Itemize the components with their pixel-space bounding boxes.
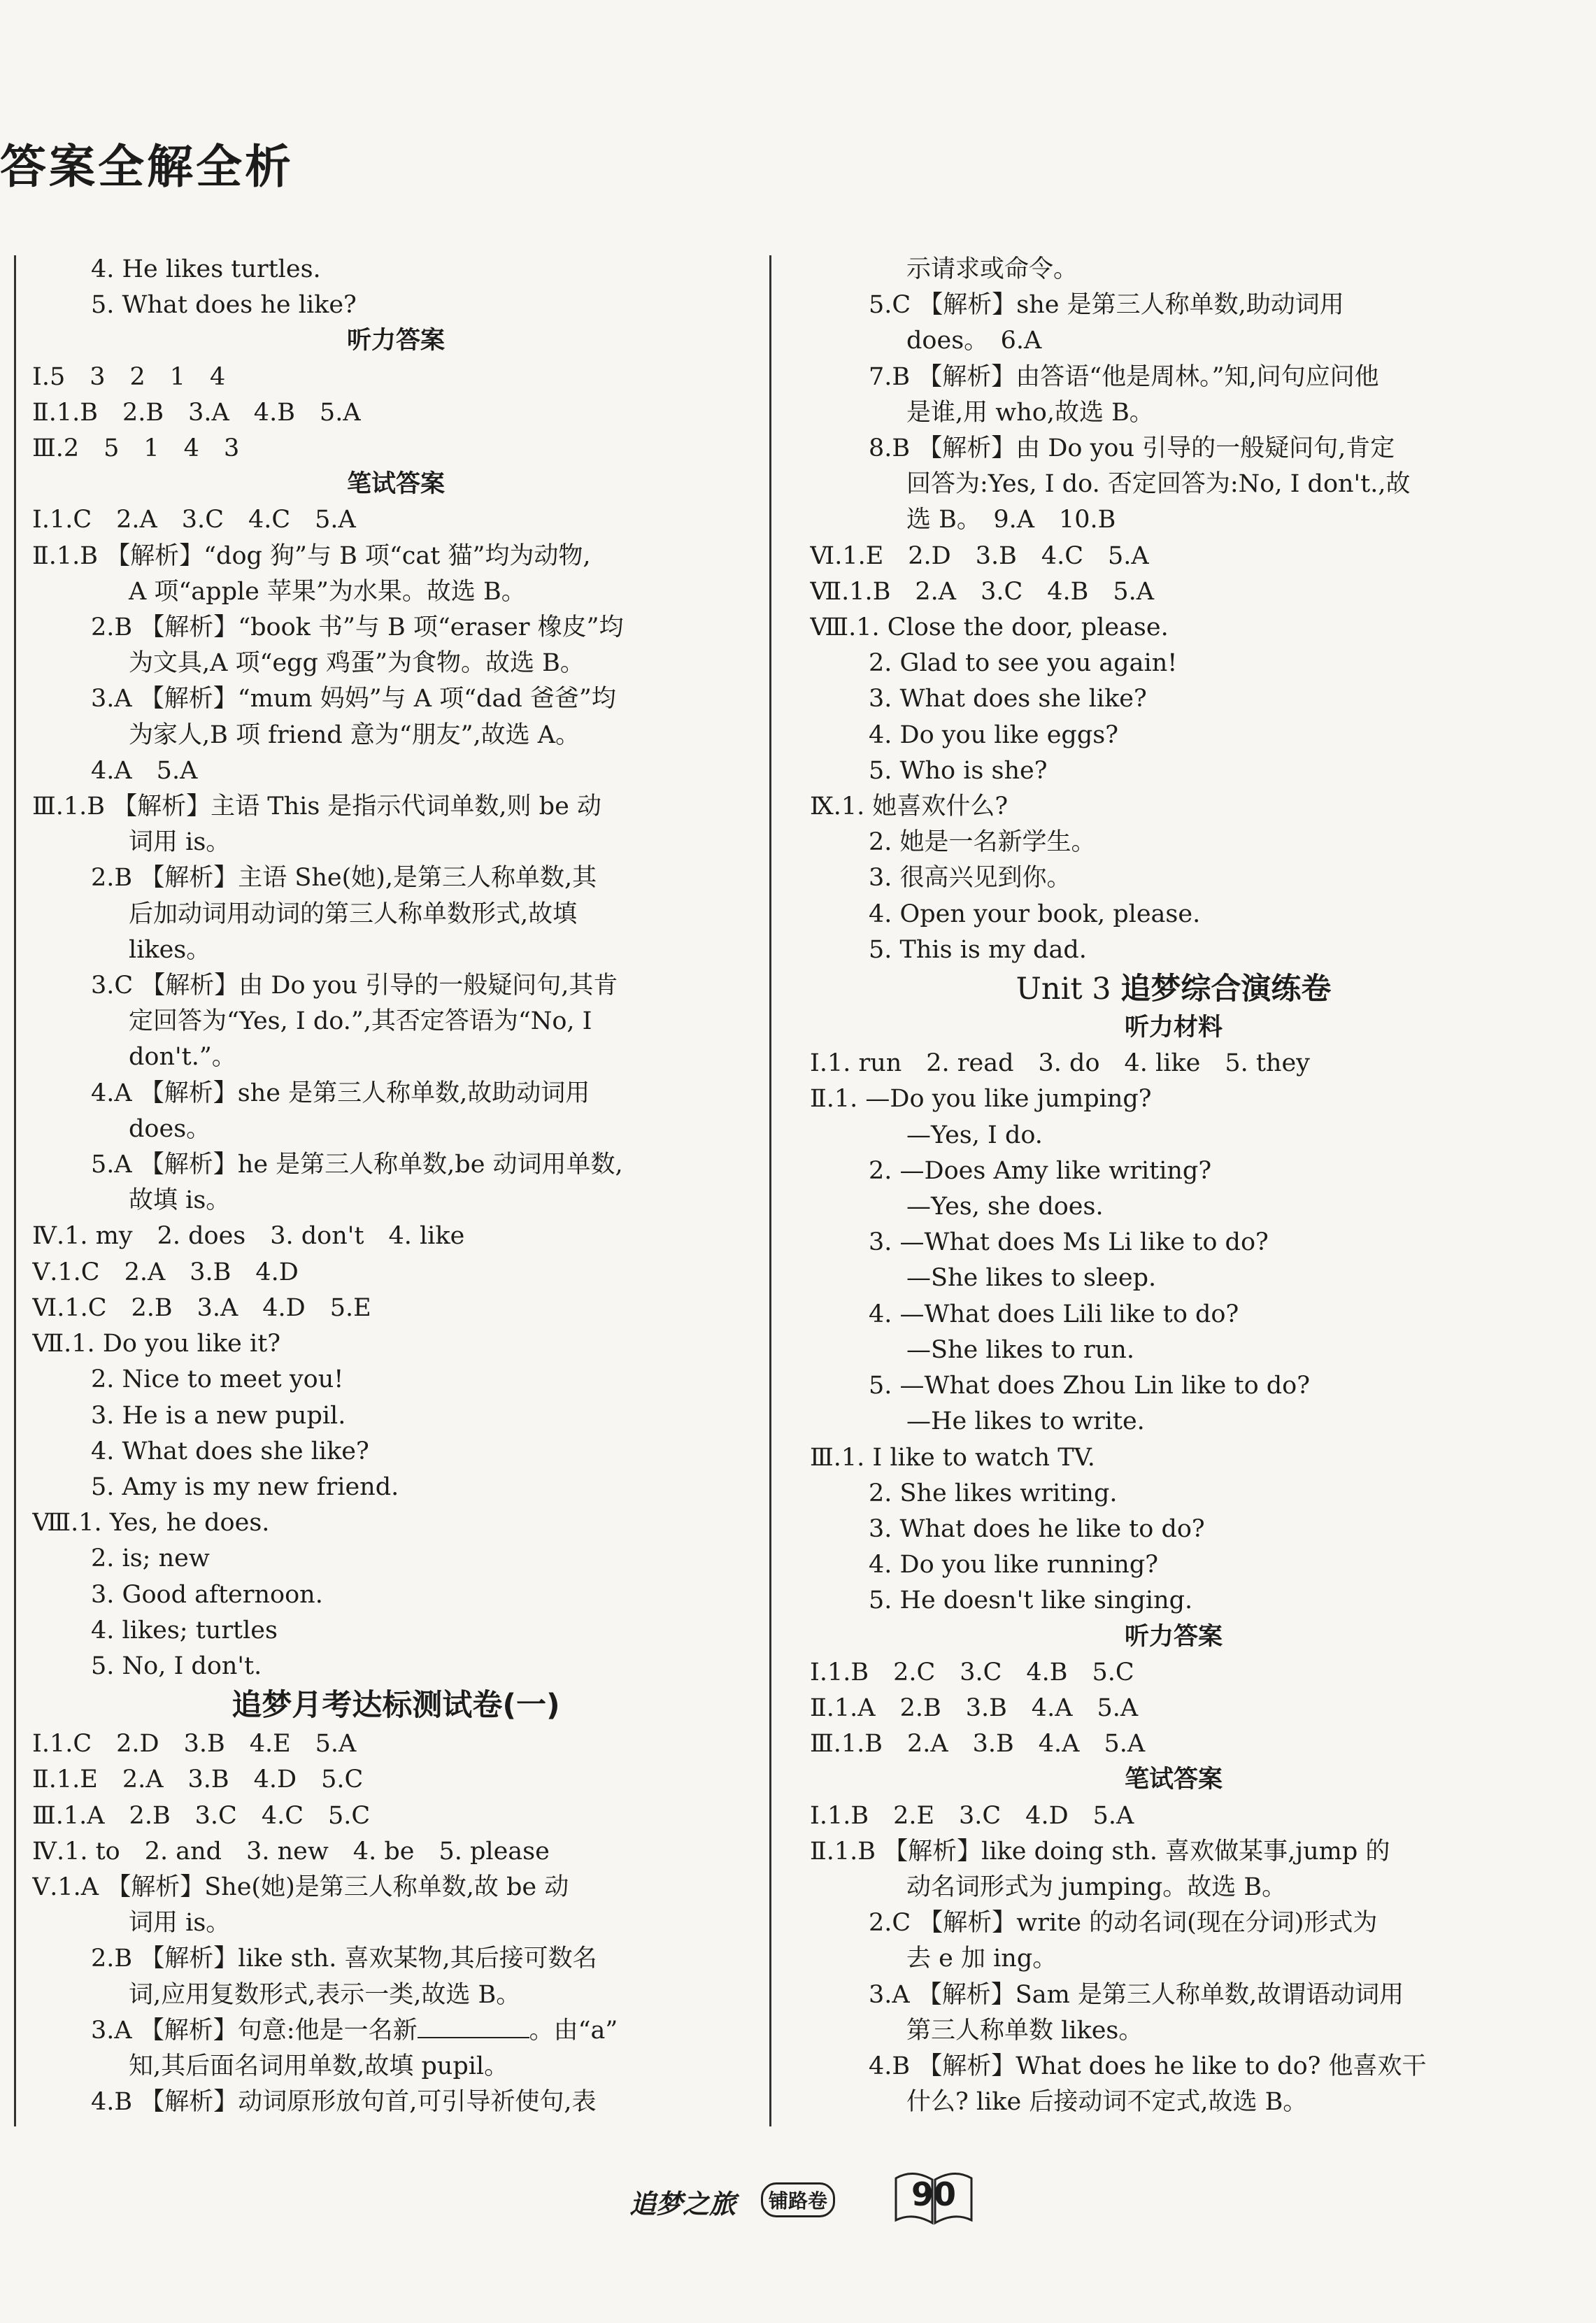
answer-text: 5.A 【解析】he 是第三人称单数,be 动词用单数, <box>91 1151 623 1179</box>
fill-in-blank <box>418 2016 529 2038</box>
answer-line <box>32 1291 760 1326</box>
section-heading <box>810 968 1537 1010</box>
answer-line <box>810 323 1537 359</box>
answer-line <box>810 1941 1537 1977</box>
answer-text: 后加动词用动词的第三人称单数形式,故填 <box>129 900 578 928</box>
answer-line <box>810 1297 1537 1333</box>
answer-line <box>32 1076 760 1111</box>
answer-line <box>810 1691 1537 1726</box>
answer-text: 3. What does he like to do? <box>869 1514 1205 1543</box>
answer-text: —She likes to sleep. <box>906 1264 1157 1293</box>
answer-line <box>810 1118 1537 1153</box>
answer-text: 2. —Does Amy like writing? <box>869 1156 1212 1185</box>
answer-text: Ⅲ.1.A 2.B 3.C 4.C 5.C <box>32 1801 371 1830</box>
answer-line <box>32 789 760 825</box>
answer-line <box>32 1470 760 1505</box>
answer-text: Ⅱ.1.A 2.B 3.B 4.A 5.A <box>810 1693 1139 1722</box>
section-heading <box>810 1762 1537 1798</box>
answer-text: don't.”。 <box>129 1043 236 1072</box>
answer-line <box>32 1726 760 1762</box>
answer-line <box>32 539 760 574</box>
answer-text: 2. Glad to see you again! <box>869 649 1178 678</box>
answer-text: Unit 3 <box>1016 972 1121 1007</box>
answer-text: —Yes, she does. <box>906 1193 1104 1221</box>
answer-text: 笔试答案 <box>346 470 445 499</box>
answer-text: Ⅵ.1.C 2.B 3.A 4.D 5.E <box>32 1293 371 1322</box>
answer-text: 笔试答案 <box>1124 1766 1223 1794</box>
answer-text: Ⅲ.1.B 【解析】主语 This 是指示代词单数,则 be 动 <box>32 793 601 821</box>
answer-text: Ⅲ.1. I like to watch TV. <box>810 1443 1095 1472</box>
answer-line <box>32 252 760 287</box>
series-badge: 铺路卷 <box>761 2182 835 2217</box>
answer-line <box>810 467 1537 502</box>
answer-line <box>32 1039 760 1075</box>
answer-text: 4. He likes turtles. <box>91 255 321 283</box>
answer-text: Ⅲ.1.B 2.A 3.B 4.A 5.A <box>810 1730 1146 1759</box>
answer-text: 3. 很高兴见到你。 <box>869 864 1071 893</box>
answer-text: Ⅴ.1.A 【解析】She(她)是第三人称单数,故 be 动 <box>32 1873 569 1901</box>
answer-line <box>810 2049 1537 2084</box>
answer-line <box>810 1189 1537 1225</box>
answer-line <box>32 1434 760 1470</box>
answer-line <box>810 1583 1537 1619</box>
answer-text: Ⅰ.1.C 2.D 3.B 4.E 5.A <box>32 1730 357 1759</box>
answer-line <box>32 932 760 968</box>
answer-line <box>32 1326 760 1362</box>
answer-line <box>32 1613 760 1649</box>
answer-line <box>810 932 1537 968</box>
answer-text: 2. is; new <box>91 1544 210 1573</box>
answer-line <box>32 1505 760 1541</box>
answer-text: 4. likes; turtles <box>91 1616 278 1644</box>
answer-text: 3. Good afternoon. <box>91 1580 323 1609</box>
right-column <box>810 252 1537 2120</box>
answer-text: 3. —What does Ms Li like to do? <box>869 1228 1269 1257</box>
answer-line <box>810 1333 1537 1368</box>
answer-line <box>810 360 1537 395</box>
answer-line <box>810 1368 1537 1404</box>
answer-text: 4.A 5.A <box>91 756 198 785</box>
answer-line <box>32 718 760 753</box>
answer-line <box>32 287 760 323</box>
answer-text: 4. What does she like? <box>91 1437 369 1465</box>
answer-text: 2.B 【解析】“book 书”与 B 项“eraser 橡皮”均 <box>91 613 624 642</box>
answer-text: 7.B 【解析】由答语“他是周林。”知,问句应问他 <box>869 362 1379 391</box>
answer-text: Ⅱ.1. —Do you like jumping? <box>810 1085 1152 1114</box>
answer-line <box>810 681 1537 717</box>
answer-line <box>810 1476 1537 1512</box>
answer-line <box>32 395 760 431</box>
answer-line <box>810 718 1537 753</box>
answer-text: Ⅱ.1.B 【解析】“dog 狗”与 B 项“cat 猫”均为动物, <box>32 541 591 570</box>
answer-text: 2.C 【解析】write 的动名词(现在分词)形式为 <box>869 1909 1378 1938</box>
answer-text: 动名词形式为 jumping。故选 B。 <box>906 1873 1287 1901</box>
answer-line <box>810 789 1537 825</box>
answer-text: Ⅲ.2 5 1 4 3 <box>32 434 240 463</box>
answer-line <box>32 1977 760 2013</box>
answer-text: Ⅶ.1.B 2.A 3.C 4.B 5.A <box>810 577 1155 606</box>
answer-text: 3.A 【解析】“mum 妈妈”与 A 项“dad 爸爸”均 <box>91 685 616 713</box>
answer-line <box>32 1219 760 1254</box>
answer-text: 5. This is my dad. <box>869 935 1087 964</box>
answer-line <box>810 2013 1537 2049</box>
answer-text: 定回答为“Yes, I do.”,其否定答语为“No, I <box>129 1007 592 1036</box>
answer-line <box>810 897 1537 932</box>
answer-line <box>32 646 760 681</box>
answer-line <box>810 1547 1537 1583</box>
answer-line <box>32 1004 760 1039</box>
answer-text: Ⅰ.1.B 2.E 3.C 4.D 5.A <box>810 1801 1134 1830</box>
answer-text: 5. —What does Zhou Lin like to do? <box>869 1372 1311 1400</box>
answer-text: 去 e 加 ing。 <box>906 1945 1057 1973</box>
answer-text: 示请求或命令。 <box>906 255 1078 283</box>
answer-text: 听力答案 <box>1124 1622 1223 1651</box>
answer-line <box>32 431 760 467</box>
answer-line <box>32 1111 760 1147</box>
answer-line <box>32 2013 760 2049</box>
answer-text: 5. What does he like? <box>91 291 357 320</box>
answer-text: 4.B 【解析】What does he like to do? 他喜欢干 <box>869 2052 1427 2080</box>
answer-text: Ⅸ.1. 她喜欢什么? <box>810 793 1009 821</box>
answer-text: 故填 is。 <box>129 1186 231 1215</box>
answer-line <box>32 1255 760 1291</box>
answer-text: 2.B 【解析】主语 She(她),是第三人称单数,其 <box>91 864 597 893</box>
answer-text: —She likes to run. <box>906 1335 1134 1364</box>
answer-line <box>32 825 760 860</box>
answer-text: 4.A 【解析】she 是第三人称单数,故助动词用 <box>91 1079 590 1107</box>
answer-line <box>810 1905 1537 1941</box>
answer-line <box>32 897 760 932</box>
answer-text: 3. What does she like? <box>869 685 1147 713</box>
left-column-rule <box>14 255 16 2126</box>
answer-text: Ⅷ.1. Close the door, please. <box>810 613 1169 642</box>
answer-text: 选 B。 9.A 10.B <box>906 506 1116 534</box>
answer-line <box>32 1577 760 1613</box>
answer-text: 3.A 【解析】句意:他是一名新 <box>91 2016 418 2045</box>
answer-line <box>810 610 1537 646</box>
answer-text: does。 6.A <box>906 327 1042 355</box>
answer-line <box>32 1398 760 1434</box>
answer-text: 5. No, I don't. <box>91 1651 262 1680</box>
answer-line <box>810 753 1537 789</box>
answer-text: 3. He is a new pupil. <box>91 1401 346 1430</box>
answer-line <box>32 1362 760 1398</box>
answer-line <box>32 1941 760 1977</box>
answer-text: 4. Do you like eggs? <box>869 720 1118 749</box>
answer-text: 2.B 【解析】like sth. 喜欢某物,其后接可数名 <box>91 1945 597 1973</box>
answer-line <box>810 1046 1537 1081</box>
page-title: 答案全解全析 <box>0 140 294 194</box>
answer-text: 追梦月考达标测试卷(一) <box>231 1688 560 1724</box>
answer-line <box>810 431 1537 467</box>
answer-line <box>32 968 760 1004</box>
answer-text: Ⅱ.1.E 2.A 3.B 4.D 5.C <box>32 1766 364 1794</box>
answer-line <box>810 1870 1537 1905</box>
answer-line <box>810 2084 1537 2120</box>
answer-text: 2. 她是一名新学生。 <box>869 828 1096 857</box>
answer-line <box>32 2084 760 2120</box>
answer-line <box>810 1977 1537 2013</box>
answer-text: 4.B 【解析】动词原形放句首,可引导祈使句,表 <box>91 2088 597 2117</box>
answer-text: 4. Open your book, please. <box>869 900 1201 928</box>
answer-line <box>32 574 760 610</box>
answer-text: A 项“apple 苹果”为水果。故选 B。 <box>129 577 526 606</box>
section-heading <box>810 1010 1537 1046</box>
answer-text: Ⅵ.1.E 2.D 3.B 4.C 5.A <box>810 541 1149 570</box>
answer-line <box>810 1834 1537 1870</box>
answer-line <box>32 1147 760 1183</box>
answer-line <box>32 860 760 896</box>
answer-line <box>810 539 1537 574</box>
answer-text: 3.A 【解析】Sam 是第三人称单数,故谓语动词用 <box>869 1980 1404 2009</box>
answer-line <box>810 502 1537 538</box>
answer-line <box>32 1649 760 1684</box>
answer-line <box>810 860 1537 896</box>
answer-text: does。 <box>129 1114 211 1143</box>
answer-text: 8.B 【解析】由 Do you 引导的一般疑问句,肯定 <box>869 434 1395 463</box>
answer-text: 词用 is。 <box>129 1909 231 1938</box>
answer-line <box>810 287 1537 323</box>
answer-text: Ⅰ.1.B 2.C 3.C 4.B 5.C <box>810 1658 1134 1686</box>
answer-text: 4. Do you like running? <box>869 1551 1158 1579</box>
section-heading <box>32 1684 760 1726</box>
answer-text: 4. —What does Lili like to do? <box>869 1300 1239 1328</box>
answer-text: 5. Amy is my new friend. <box>91 1472 399 1501</box>
page-footer <box>629 2154 1007 2231</box>
answer-text: 听力材料 <box>1124 1014 1223 1042</box>
answer-line <box>32 681 760 717</box>
section-heading <box>810 1619 1537 1655</box>
answer-line <box>810 1153 1537 1189</box>
answer-line <box>32 753 760 789</box>
answer-line <box>810 252 1537 287</box>
answer-text: 为文具,A 项“egg 鸡蛋”为食物。故选 B。 <box>129 649 585 678</box>
answer-text: 5. He doesn't like singing. <box>869 1586 1193 1615</box>
answer-line <box>810 1081 1537 1117</box>
answer-text: —Yes, I do. <box>906 1121 1043 1149</box>
series-logo: 追梦之旅 <box>629 2189 736 2219</box>
answer-text: Ⅰ.1. run 2. read 3. do 4. like 5. they <box>810 1049 1310 1078</box>
answer-text: likes。 <box>129 935 211 964</box>
answer-line <box>32 1870 760 1905</box>
answer-text: Ⅶ.1. Do you like it? <box>32 1330 281 1358</box>
answer-line <box>810 825 1537 860</box>
answer-text-continued: 追梦综合演练卷 <box>1120 972 1332 1007</box>
answer-text: 词用 is。 <box>129 828 231 857</box>
answer-line <box>810 1726 1537 1762</box>
answer-line <box>810 646 1537 681</box>
answer-line <box>32 1183 760 1219</box>
page-number: 90 <box>892 2163 976 2226</box>
answer-line <box>32 1762 760 1798</box>
answer-line <box>810 1512 1537 1547</box>
section-heading <box>32 467 760 502</box>
answer-text: 听力答案 <box>346 327 445 355</box>
answer-text-continued: 。由“a” <box>529 2016 618 2045</box>
answer-line <box>32 1905 760 1941</box>
answer-text: 什么? like 后接动词不定式,故选 B。 <box>906 2088 1308 2117</box>
answer-line <box>32 2049 760 2084</box>
answer-text: 知,其后面名词用单数,故填 pupil。 <box>129 2052 509 2080</box>
answer-text: —He likes to write. <box>906 1407 1145 1436</box>
answer-text: 第三人称单数 likes。 <box>906 2016 1143 2045</box>
answer-text: 2. She likes writing. <box>869 1479 1118 1507</box>
answer-line <box>810 1260 1537 1296</box>
answer-text: 为家人,B 项 friend 意为“朋友”,故选 A。 <box>129 720 580 749</box>
answer-text: Ⅳ.1. my 2. does 3. don't 4. like <box>32 1222 465 1251</box>
answer-line <box>810 1225 1537 1260</box>
answer-text: 2. Nice to meet you! <box>91 1365 344 1394</box>
answer-line <box>810 1404 1537 1440</box>
answer-line <box>32 610 760 646</box>
answer-text: 是谁,用 who,故选 B。 <box>906 398 1154 427</box>
answer-line <box>810 1655 1537 1691</box>
answer-line <box>32 360 760 395</box>
answer-line <box>32 1834 760 1870</box>
center-column-rule <box>769 255 771 2126</box>
answer-text: 回答为:Yes, I do. 否定回答为:No, I don't.,故 <box>906 470 1411 499</box>
answer-line <box>810 1798 1537 1834</box>
answer-line <box>810 574 1537 610</box>
answer-text: Ⅰ.1.C 2.A 3.C 4.C 5.A <box>32 506 356 534</box>
answer-text: Ⅳ.1. to 2. and 3. new 4. be 5. please <box>32 1837 550 1866</box>
answer-line <box>32 1798 760 1834</box>
answer-line <box>32 1541 760 1577</box>
answer-text: 5. Who is she? <box>869 756 1048 785</box>
answer-line <box>32 502 760 538</box>
answer-text: 词,应用复数形式,表示一类,故选 B。 <box>129 1980 521 2009</box>
answer-text: Ⅴ.1.C 2.A 3.B 4.D <box>32 1258 299 1286</box>
answer-line <box>810 1440 1537 1476</box>
answer-text: Ⅱ.1.B 2.B 3.A 4.B 5.A <box>32 398 361 427</box>
answer-text: Ⅷ.1. Yes, he does. <box>32 1509 270 1537</box>
left-column <box>32 252 760 2120</box>
section-heading <box>32 323 760 359</box>
answer-text: Ⅱ.1.B 【解析】like doing sth. 喜欢做某事,jump 的 <box>810 1837 1390 1866</box>
answer-text: 5.C 【解析】she 是第三人称单数,助动词用 <box>869 291 1344 320</box>
answer-line <box>810 395 1537 431</box>
answer-text: 3.C 【解析】由 Do you 引导的一般疑问句,其肯 <box>91 972 618 1000</box>
answer-text: Ⅰ.5 3 2 1 4 <box>32 362 226 391</box>
